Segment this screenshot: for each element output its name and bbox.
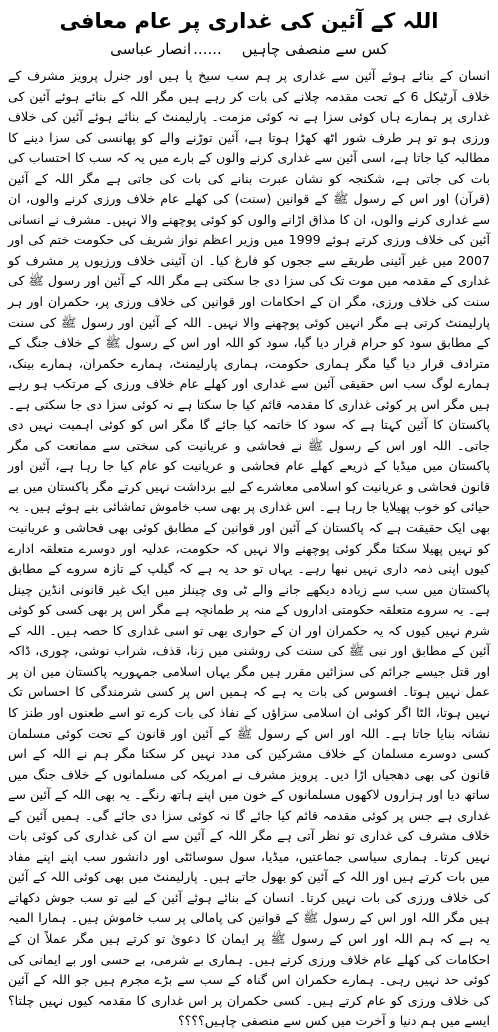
author-name: انصار عباسی: [110, 40, 192, 58]
article-title: اللہ کے آئین کی غداری پر عام معافی: [59, 9, 439, 33]
column-name: کس سے منصفی چاہیں: [241, 40, 388, 58]
article-paragraph: انسان کے بنائے ہوئے آئین سے غداری پر ہم سب سیخ پا ہیں اور جنرل پرویز مشرف کے خلاف آرٹیکل 6 کے تحت مقدمہ چلانے کی بات کر رہے ہیں مگر اللہ کے بنائے ہوئے آئین کی غداری پر ہمارے ہاں کوئی سزا ہے نہ کوئی مزمت۔ پارلیمنٹ کے بنائے ہوئے آئین کی خلاف ورزی ہو تو ہر طرف شور اٹھ کھڑا ہوتا ہے، آئین توڑنے والے کو پھانسی کی سزا دینے کا مطالبہ کیا جاتا ہے، اسی آئین سے غداری کرنے والوں کے بارے میں یہ کہ سب کا احتساب کی بات کی جاتی ہے، شکنجہ کو نشان عبرت بنانے کی بات کی جاتی ہے مگر اللہ کے آئین (قرآن) اور اس کے رسول ﷺ کے قوانین (سنت) کی کھلے عام خلاف ورزی کرنے والوں، ان سے غداری کرنے والوں، ان کا مذاق اڑانے والوں کو کوئی پوچھنے والا نہیں۔ مشرف نے انسانی آئین کی خلاف ورزی کرتے ہوئے 1999 میں وزیر اعظم نواز شریف کی حکومت ختم کی اور 2007 میں غیر آئینی طریقے سے ججوں کو فارغ کیا۔ ان آئینی خلاف ورزیوں پر مشرف کو غداری کے مقدمہ میں موت تک کی سزا دی جا سکتی ہے مگر اللہ کے آئین اور رسول ﷺ کی سنت کی خلاف ورزی، مگر ان کے احکامات اور قوانین کی خلاف ورزی پر، حکمران اور ہر پارلیمنٹ کرتی ہے مگر انہیں کوئی پوچھنے والا نہیں۔ اللہ کے آئین اور رسول ﷺ کی سنت کے مطابق سود کو حرام قرار دیا گیا، سود کو اللہ اور اس کے رسول ﷺ کے خلاف جنگ کے مترادف قرار دیا گیا مگر ہماری حکومت، ہماری پارلیمنٹ، ہمارے حکمران، ہمارے بینک، ہمارے لوگ سب اس حقیقی آئین سے غداری اور کھلے عام خلاف ورزی کے مرتکب ہو رہے ہیں مگر اس پر کوئی غداری کا مقدمہ قائم کیا جا سکتا ہے نہ کوئی سزا دی جا سکتی ہے۔ پاکستان کا آئین کہتا ہے کہ سود کا خاتمہ کیا جائے گا مگر اس کو کوئی اہمیت نہیں دی جاتی۔ اللہ اور اس کے رسول ﷺ نے فحاشی و عریانیت کی سختی سے ممانعت کی مگر پاکستان میں میڈیا کے ذریعے کھلے عام فحاشی و عریانیت کو عام کیا جا رہا ہے، آئین اور قانون فحاشی و عریانیت کو اسلامی معاشرے کے لیے برداشت نہیں کرتے مگر پاکستان میں بے حیائی کو خوب پھیلایا جا رہا ہے۔ اس غداری پر بھی سب خاموش تماشائی بنے ہوئے ہیں۔ یہ بھی ایک حقیقت ہے کہ پاکستان کے آئین اور قوانین کے مطابق کوئی بھی فحاشی و عریانیت کو نہیں پھیلا سکتا مگر کوئی پوچھنے والا نہیں کہ حکومت، عدلیہ اور دوسرے متعلقہ ادارے کیوں اپنی ذمہ داری نہیں نبھا رہے۔ یہاں تو حد یہ ہے کہ گیلپ کے تازہ سروے کے مطابق پاکستان میں سب سے زیادہ دیکھے جانے والے ٹی وی چینلز میں ایک غیر قانونی انڈین چینل ہے۔ یہ سروے متعلقہ حکومتی اداروں کے منہ پر طمانچہ ہے مگر اس پر بھی کسی کو کوئی شرم نہیں کیوں کہ یہ حکمران اور ان کے حواری بھی تو اسی غداری کا حصہ ہیں۔ اللہ کے آئین کے مطابق اور نبی ﷺ کی سنت کی روشنی میں زنا، قذف، شراب نوشی، چوری، ڈاکہ اور قتل جیسے جرائم کی سزائیں مقرر ہیں مگر یہاں اسلامی جمہوریہ پاکستان میں ان پر عمل نہیں ہوتا۔ افسوس کی بات یہ ہے کہ ہمیں اس پر کسی شرمندگی کا احساس تک نہیں ہوتا، الٹا اگر کوئی ان اسلامی سزاؤں کے نفاذ کی بات کرے تو اسے طعنوں اور طنز کا نشانہ بنایا جاتا ہے۔ اللہ اور اس کے رسول ﷺ کے آئین اور قانون کے تحت کوئی مسلمان کسی دوسرے مسلمان کے خلاف مشرکین کی مدد نہیں کر سکتا مگر ہم نے اللہ کے اس قانون کی بھی دھجیاں اڑا دیں۔ پرویز مشرف نے امریکہ کی مسلمانوں کے خلاف جنگ میں ساتھ دیا اور ہزاروں لاکھوں مسلمانوں کے خون میں اپنے ہاتھ رنگے۔ یہ بھی اللہ کے آئین سے غداری ہے جس پر کوئی مقدمہ قائم کیا جائے گا نہ کوئی سزا دی جائے گی۔ ہمیں آئین کے خلاف مشرف کی غداری تو نظر آتی ہے مگر اللہ کے آئین سے ان کی غداری کی کوئی بات نہیں کرتا۔ ہماری سیاسی جماعتیں، میڈیا، سول سوسائٹی اور دانشور سب اپنے اپنے مفاد میں بات کرتے ہیں اور اللہ کے آئین کو بھول جاتے ہیں۔ پارلیمنٹ میں بھی کوئی اللہ کے آئین کی خلاف ورزی کی بات نہیں کرتا۔ انسان کے بنائے ہوئے آئین کے لیے تو سب جوش دکھاتے ہیں مگر اللہ اور اس کے رسول ﷺ کے قوانین کی پامالی پر سب خاموش ہیں۔ ہمارا المیہ یہ ہے کہ ہم اللہ اور اس کے رسول ﷺ پر ایمان کا دعویٰ تو کرتے ہیں مگر عملاً ان کے احکامات کی کھلے عام خلاف ورزی کرتے ہیں۔ ہماری بے شرمی، بے حسی اور بے ایمانی کی کوئی حد نہیں رہی۔ ہمارے حکمران اس گناہ کے سب سے بڑے مجرم ہیں جو اللہ کے آئین کی خلاف ورزی کو عام کرتے ہیں۔ کسی حکمران پر اس غداری کا مقدمہ کیوں نہیں چلتا؟ ایسے میں ہم دنیا و آخرت میں کس سے منصفی چاہیں؟؟؟؟: [8, 68, 490, 1029]
byline-separator: ......: [193, 40, 222, 58]
article-subheading: [8, 38, 490, 66]
article-body: [8, 66, 490, 1029]
